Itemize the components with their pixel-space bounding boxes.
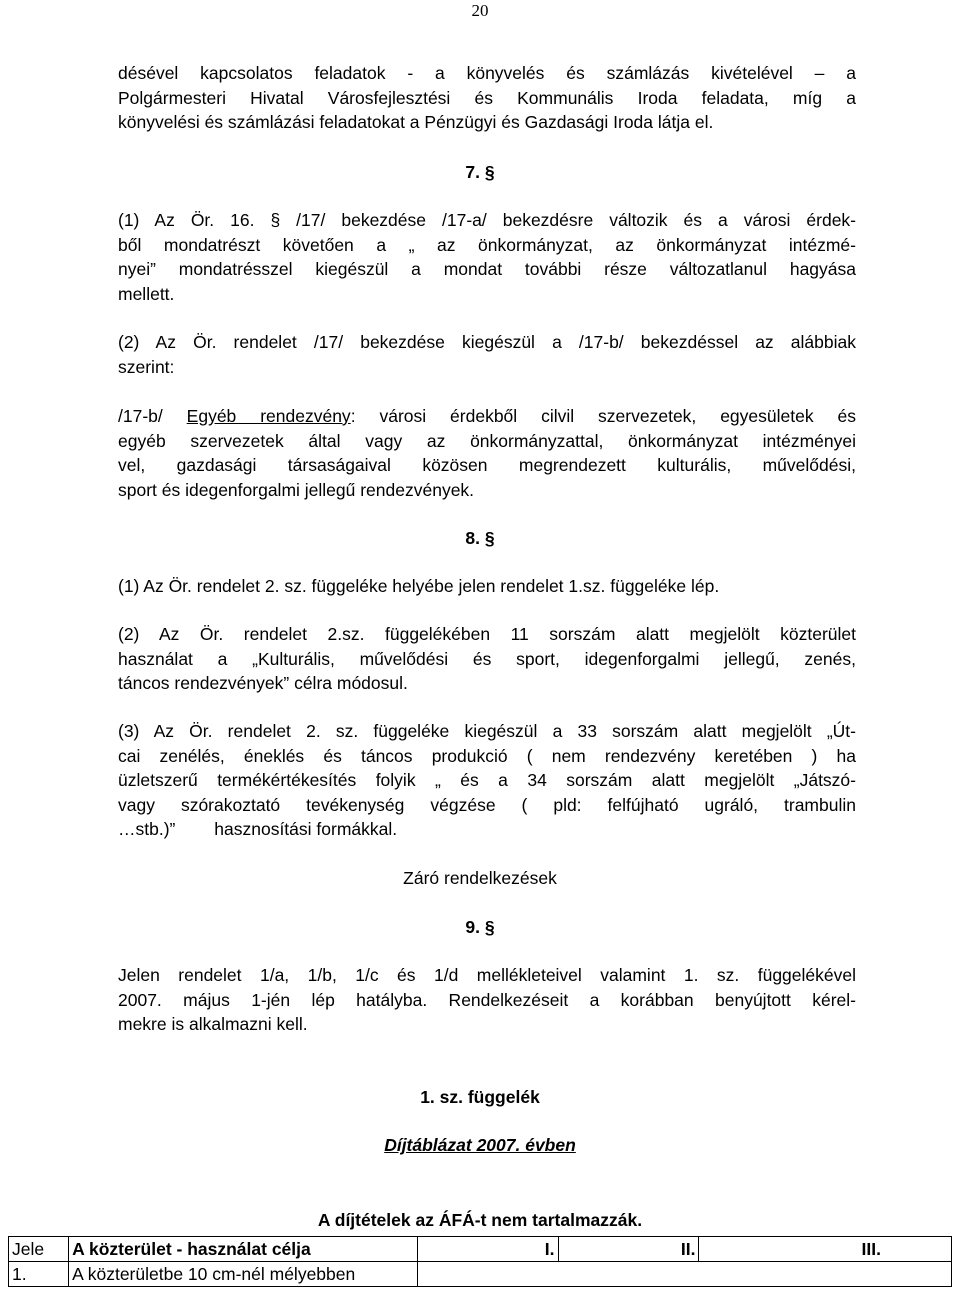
table-cell: 1. <box>9 1262 69 1287</box>
text-line: vel, gazdasági társaságaival közösen megrendezett kulturális, művelődési, <box>118 455 856 475</box>
section-7-paragraph-3 <box>118 404 856 502</box>
fee-table <box>8 1236 952 1287</box>
appendix-subtitle: Díjtáblázat 2007. évben <box>384 1135 576 1155</box>
page-number: 20 <box>471 1 489 20</box>
section-7-heading: 7. § <box>465 162 495 182</box>
intro-paragraph <box>118 61 856 135</box>
text-line: használat a „Kulturális, művelődési és sport, idegenforgalmi jellegű, zenés, <box>118 648 856 669</box>
closing-paragraph <box>118 963 856 1037</box>
section-8-paragraph-3 <box>118 719 856 842</box>
header-cell: A közterület - használat célja <box>69 1237 418 1262</box>
text-fragment: : városi érdekből cilvil szervezetek, egyesületek és <box>350 406 856 426</box>
header-cell: Jele <box>9 1237 69 1262</box>
text-line: üzletszerű termékértékesítés folyik „ és a 34 sorszám alatt megjelölt „Játszó- <box>118 770 856 790</box>
text-line: (1) Az Ör. rendelet 2. sz. függeléke helyébe jelen rendelet 1.sz. függeléke lép. <box>118 576 720 596</box>
section-7-paragraph-1 <box>118 208 856 306</box>
text-line: egyéb szervezetek által vagy az önkormányzattal, önkormányzat intézményei <box>118 430 856 451</box>
text-line: (2) Az Ör. rendelet 2.sz. függelékében 11 sorszám alatt megjelölt közterület <box>118 624 856 644</box>
text-line: 2007. május 1-jén lép hatályba. Rendelkezéseit a korábban benyújtott kérel- <box>118 989 856 1010</box>
subsection-prefix: /17-b/ <box>118 406 187 426</box>
appendix-title: 1. sz. függelék <box>420 1087 540 1107</box>
table-cell <box>418 1262 558 1287</box>
header-cell: III. <box>699 1237 952 1262</box>
text-line: szerint: <box>118 356 175 377</box>
section-8-heading: 8. § <box>465 528 495 548</box>
section-7-paragraph-2 <box>118 330 856 379</box>
table-row <box>9 1262 952 1287</box>
header-cell: II. <box>558 1237 699 1262</box>
text-line: …stb.)” hasznosítási formákkal. <box>118 819 398 839</box>
table-cell <box>558 1262 699 1287</box>
appendix-subtitle-wrap <box>0 1133 960 1158</box>
text-line: táncos rendezvények” célra módosul. <box>118 673 408 693</box>
section-9-heading: 9. § <box>465 917 495 937</box>
text-line: (2) Az Ör. rendelet /17/ bekezdése kiegészül a /17-b/ bekezdéssel az alábbiak <box>118 332 856 352</box>
text-line: cai zenélés, éneklés és táncos produkció ( nem rendezvény keretében ) ha <box>118 745 856 766</box>
table-header-row <box>9 1237 952 1262</box>
text-line <box>118 404 856 429</box>
section-8-paragraph-2 <box>118 622 856 696</box>
header-cell: I. <box>418 1237 558 1262</box>
text-line: (3) Az Ör. rendelet 2. sz. függeléke kiegészül a 33 sorszám alatt megjelölt „Út- <box>118 721 856 741</box>
text-line: könyvelési és számlázási feladatokat a Pénzügyi és Gazdasági Iroda látja el. <box>118 112 714 132</box>
text-line: désével kapcsolatos feladatok - a könyvelés és számlázás kivételével – a <box>118 63 856 83</box>
text-line: mekre is alkalmazni kell. <box>118 1014 308 1034</box>
text-line: mellett. <box>118 283 175 304</box>
text-line: sport és idegenforgalmi jellegű rendezvények. <box>118 479 475 500</box>
section-8-paragraph-1 <box>118 574 856 599</box>
vat-note: A díjtételek az ÁFÁ-t nem tartalmazzák. <box>317 1210 643 1230</box>
closing-title: Záró rendelkezések <box>403 868 557 888</box>
table-cell: A közterületbe 10 cm-nél mélyebben <box>69 1262 418 1287</box>
text-line: ből mondatrészt követően a „ az önkormányzat, az önkormányzat intézmé- <box>118 234 856 255</box>
text-line: Polgármesteri Hivatal Városfejlesztési és Kommunális Iroda feladata, míg a <box>118 87 856 108</box>
text-line: (1) Az Ör. 16. § /17/ bekezdése /17-a/ bekezdésre változik és a városi érdek- <box>118 210 856 230</box>
text-line: vagy szórakoztató tevékenység végzése ( pld: felfújható ugráló, trambulin <box>118 794 856 815</box>
defined-term: Egyéb rendezvény <box>186 406 351 426</box>
table-cell <box>699 1262 952 1287</box>
text-line: Jelen rendelet 1/a, 1/b, 1/c és 1/d mellékleteivel valamint 1. sz. függelékével <box>118 965 856 985</box>
text-line: nyei” mondatrésszel kiegészül a mondat további része változatlanul hagyása <box>118 259 856 279</box>
